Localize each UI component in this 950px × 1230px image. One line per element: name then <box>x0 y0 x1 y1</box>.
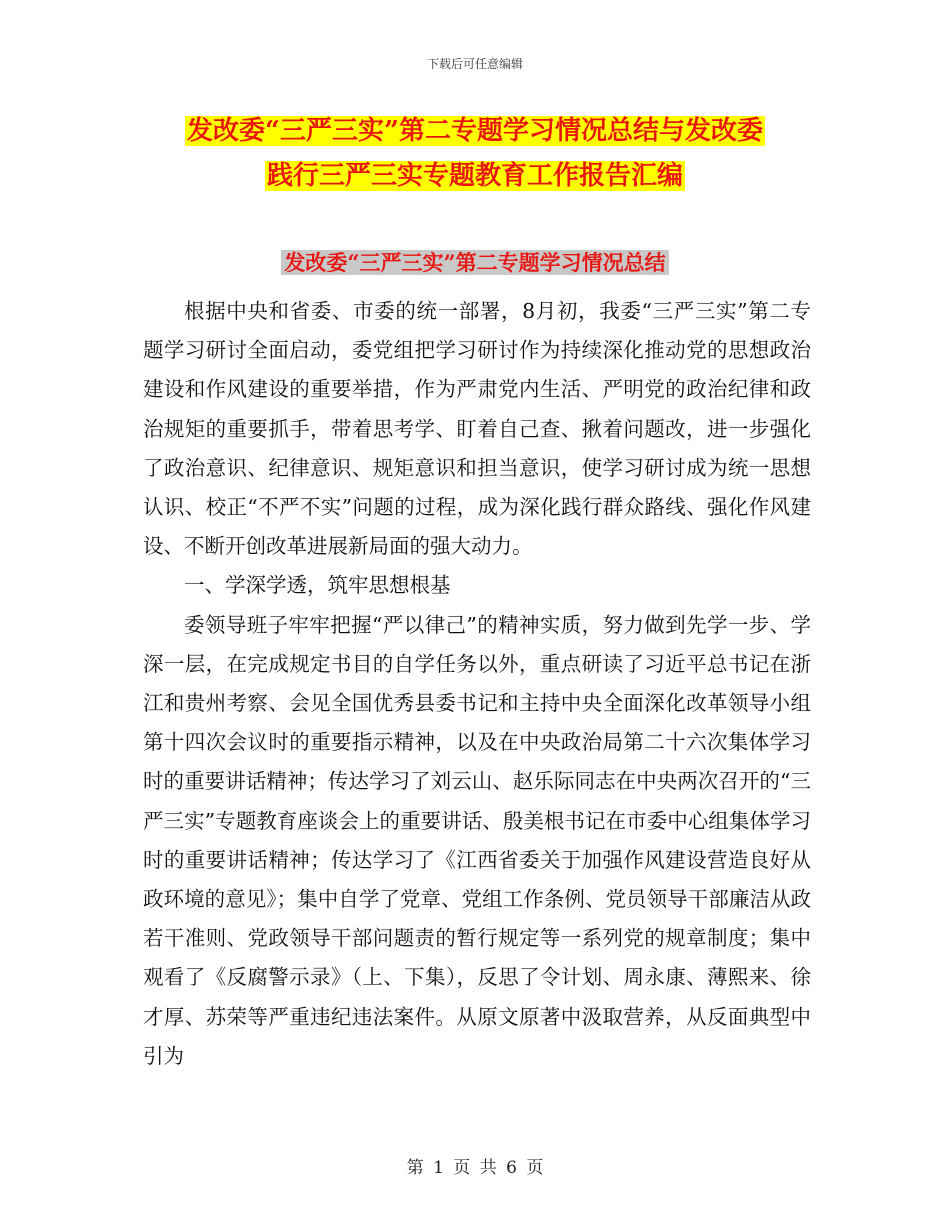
paragraph-intro: 根据中央和省委、市委的统一部署，8月初，我委“三严三实”第二专题学习研讨全面启动，委党组把学习研讨作为持续深化推动党的思想政治建设和作风建设的重要举措，作为严肃党内生活、严明党的政治纪律和政治规矩的重要抓手，带着思考学、盯着自己查、揪着问题改，进一步强化了政治意识、纪律意识、规矩意识和担当意识，使学习研讨成为统一思想认识、校正“不严不实”问题的过程，成为深化践行群众路线、强化作风建设、不断开创改革进展新局面的强大动力。 <box>143 299 811 559</box>
page-footer: 第 1 页 共 6 页 <box>406 1158 544 1178</box>
section-heading-1: 一、学深学透，筑牢思想根基 <box>184 573 451 598</box>
body-text <box>143 292 811 1076</box>
document-title-line-1 <box>0 113 950 149</box>
paragraph-study: 委领导班子牢牢把握“严以律己”的精神实质，努力做到先学一步、学深一层，在完成规定书目的自学任务以外，重点研读了习近平总书记在浙江和贵州考察、会见全国优秀县委书记和主持中央全面深化改革领导小组第十四次会议时的重要指示精神，以及在中央政治局第二十六次集体学习时的重要讲话精神；传达学习了刘云山、赵乐际同志在中央两次召开的“三严三实”专题教育座谈会上的重要讲话、殷美根书记在市委中心组集体学习时的重要讲话精神；传达学习了《江西省委关于加强作风建设营造良好从政环境的意见》；集中自学了党章、党组工作条例、党员领导干部廉洁从政若干准则、党政领导干部问题责的暂行规定等一系列党的规章制度；集中观看了《反腐警示录》（上、下集），反思了令计划、周永康、薄熙来、徐才厚、苏荣等严重违纪违法案件。从原文原著中汲取营养，从反面典型中引为 <box>143 612 811 1068</box>
title-highlight-2: 践行三严三实专题教育工作报告汇编 <box>266 161 683 191</box>
title-highlight-1: 发改委“三严三实”第二专题学习情况总结与发改委 <box>187 116 763 146</box>
document-title-line-2 <box>0 158 950 194</box>
page-header: 下载后可任意编辑 <box>426 57 523 71</box>
section-subtitle <box>0 247 950 279</box>
subtitle-highlight: 发改委“三严三实”第二专题学习情况总结 <box>281 250 668 275</box>
